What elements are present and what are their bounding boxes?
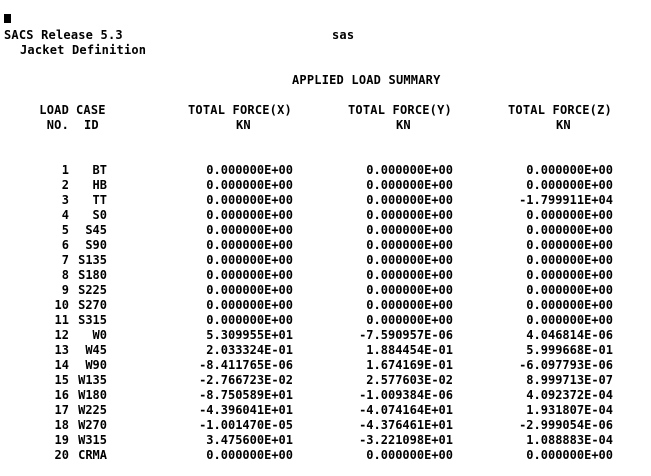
force-x-cell: 5.309955E+01 xyxy=(206,328,293,342)
col-header-fy: TOTAL FORCE(Y) xyxy=(348,103,452,117)
case-id-cell: S270 xyxy=(78,298,107,312)
force-z-cell: 8.999713E-07 xyxy=(526,373,613,387)
case-id-cell: W0 xyxy=(92,328,107,342)
case-id-cell: S90 xyxy=(85,238,107,252)
force-x-cell: 0.000000E+00 xyxy=(206,208,293,222)
load-number-cell: 2 xyxy=(61,178,69,192)
col-header-fy-unit: KN xyxy=(396,118,411,132)
case-id-cell: S0 xyxy=(92,208,107,222)
table-row xyxy=(0,313,651,328)
force-x-cell: 0.000000E+00 xyxy=(206,163,293,177)
case-id-cell: S45 xyxy=(85,223,107,237)
force-x-cell: 0.000000E+00 xyxy=(206,313,293,327)
force-z-cell: 4.092372E-04 xyxy=(526,388,613,402)
force-x-cell: 0.000000E+00 xyxy=(206,193,293,207)
force-y-cell: 0.000000E+00 xyxy=(366,448,453,462)
load-number-cell: 7 xyxy=(61,253,69,267)
case-id-cell: TT xyxy=(92,193,107,207)
table-row xyxy=(0,418,651,433)
force-y-cell: 1.674169E-01 xyxy=(366,358,453,372)
force-z-cell: 1.088883E-04 xyxy=(526,433,613,447)
report-title: APPLIED LOAD SUMMARY xyxy=(292,73,441,87)
force-y-cell: -4.376461E+01 xyxy=(359,418,453,432)
case-id-cell: W225 xyxy=(78,403,107,417)
force-y-cell: -7.590957E-06 xyxy=(359,328,453,342)
force-x-cell: 0.000000E+00 xyxy=(206,283,293,297)
force-y-cell: 2.577603E-02 xyxy=(366,373,453,387)
force-x-cell: 2.033324E-01 xyxy=(206,343,293,357)
load-number-cell: 12 xyxy=(54,328,69,342)
force-x-cell: -8.411765E-06 xyxy=(199,358,293,372)
table-row xyxy=(0,253,651,268)
force-y-cell: -1.009384E-06 xyxy=(359,388,453,402)
col-header-fz-unit: KN xyxy=(556,118,571,132)
force-z-cell: -6.097793E-06 xyxy=(519,358,613,372)
table-row xyxy=(0,373,651,388)
case-id-cell: S225 xyxy=(78,283,107,297)
load-number-cell: 18 xyxy=(54,418,69,432)
load-number-cell: 17 xyxy=(54,403,69,417)
force-z-cell: 4.046814E-06 xyxy=(526,328,613,342)
force-z-cell: 0.000000E+00 xyxy=(526,253,613,267)
force-z-cell: -2.999054E-06 xyxy=(519,418,613,432)
load-number-cell: 10 xyxy=(54,298,69,312)
force-x-cell: -2.766723E-02 xyxy=(199,373,293,387)
force-z-cell: 0.000000E+00 xyxy=(526,223,613,237)
force-y-cell: -4.074164E+01 xyxy=(359,403,453,417)
load-summary-rows xyxy=(0,163,651,463)
force-y-cell: 0.000000E+00 xyxy=(366,238,453,252)
col-header-id: ID xyxy=(84,118,99,132)
force-x-cell: -4.396041E+01 xyxy=(199,403,293,417)
force-z-cell: 0.000000E+00 xyxy=(526,163,613,177)
force-z-cell: 1.931807E-04 xyxy=(526,403,613,417)
force-x-cell: 0.000000E+00 xyxy=(206,268,293,282)
case-id-cell: W45 xyxy=(85,343,107,357)
force-z-cell: 0.000000E+00 xyxy=(526,313,613,327)
force-z-cell: -1.799911E+04 xyxy=(519,193,613,207)
load-number-cell: 15 xyxy=(54,373,69,387)
subtitle-label: Jacket Definition xyxy=(20,43,147,57)
case-id-cell: W270 xyxy=(78,418,107,432)
force-x-cell: 3.475600E+01 xyxy=(206,433,293,447)
force-x-cell: 0.000000E+00 xyxy=(206,223,293,237)
table-row xyxy=(0,388,651,403)
case-id-cell: HB xyxy=(92,178,107,192)
case-id-cell: W180 xyxy=(78,388,107,402)
force-y-cell: 1.884454E-01 xyxy=(366,343,453,357)
user-label: sas xyxy=(332,28,355,42)
table-row xyxy=(0,298,651,313)
col-header-fx-unit: KN xyxy=(236,118,251,132)
table-row xyxy=(0,238,651,253)
load-number-cell: 13 xyxy=(54,343,69,357)
load-number-cell: 8 xyxy=(61,268,69,282)
col-header-load: LOAD xyxy=(39,103,69,117)
load-number-cell: 4 xyxy=(61,208,69,222)
load-number-cell: 1 xyxy=(61,163,69,177)
load-number-cell: 14 xyxy=(54,358,69,372)
release-label: SACS Release 5.3 xyxy=(4,28,123,42)
load-number-cell: 5 xyxy=(61,223,69,237)
load-number-cell: 20 xyxy=(54,448,69,462)
table-row xyxy=(0,268,651,283)
force-x-cell: -1.001470E-05 xyxy=(199,418,293,432)
force-y-cell: 0.000000E+00 xyxy=(366,208,453,222)
table-row xyxy=(0,433,651,448)
table-row xyxy=(0,283,651,298)
force-y-cell: 0.000000E+00 xyxy=(366,313,453,327)
force-x-cell: 0.000000E+00 xyxy=(206,178,293,192)
force-y-cell: 0.000000E+00 xyxy=(366,268,453,282)
table-row xyxy=(0,328,651,343)
load-number-cell: 16 xyxy=(54,388,69,402)
force-x-cell: 0.000000E+00 xyxy=(206,448,293,462)
case-id-cell: W315 xyxy=(78,433,107,447)
force-y-cell: 0.000000E+00 xyxy=(366,298,453,312)
load-number-cell: 9 xyxy=(61,283,69,297)
table-row xyxy=(0,223,651,238)
force-z-cell: 0.000000E+00 xyxy=(526,238,613,252)
table-row xyxy=(0,448,651,463)
force-x-cell: 0.000000E+00 xyxy=(206,253,293,267)
table-row xyxy=(0,403,651,418)
col-header-no: NO. xyxy=(46,118,69,132)
force-y-cell: 0.000000E+00 xyxy=(366,163,453,177)
force-z-cell: 0.000000E+00 xyxy=(526,268,613,282)
case-id-cell: CRMA xyxy=(78,448,107,462)
col-header-fz: TOTAL FORCE(Z) xyxy=(508,103,612,117)
force-x-cell: -8.750589E+01 xyxy=(199,388,293,402)
force-x-cell: 0.000000E+00 xyxy=(206,298,293,312)
force-z-cell: 0.000000E+00 xyxy=(526,283,613,297)
force-y-cell: 0.000000E+00 xyxy=(366,223,453,237)
force-z-cell: 5.999668E-01 xyxy=(526,343,613,357)
force-y-cell: 0.000000E+00 xyxy=(366,283,453,297)
force-y-cell: -3.221098E+01 xyxy=(359,433,453,447)
table-row xyxy=(0,178,651,193)
force-z-cell: 0.000000E+00 xyxy=(526,178,613,192)
case-id-cell: W135 xyxy=(78,373,107,387)
table-row xyxy=(0,163,651,178)
force-y-cell: 0.000000E+00 xyxy=(366,193,453,207)
col-header-fx: TOTAL FORCE(X) xyxy=(188,103,292,117)
case-id-cell: S180 xyxy=(78,268,107,282)
load-number-cell: 11 xyxy=(54,313,69,327)
force-y-cell: 0.000000E+00 xyxy=(366,178,453,192)
load-number-cell: 6 xyxy=(61,238,69,252)
case-id-cell: BT xyxy=(92,163,107,177)
table-row xyxy=(0,193,651,208)
load-number-cell: 3 xyxy=(61,193,69,207)
terminal-cursor xyxy=(4,14,11,23)
force-z-cell: 0.000000E+00 xyxy=(526,298,613,312)
force-z-cell: 0.000000E+00 xyxy=(526,448,613,462)
force-y-cell: 0.000000E+00 xyxy=(366,253,453,267)
force-z-cell: 0.000000E+00 xyxy=(526,208,613,222)
force-x-cell: 0.000000E+00 xyxy=(206,238,293,252)
case-id-cell: W90 xyxy=(85,358,107,372)
case-id-cell: S135 xyxy=(78,253,107,267)
load-number-cell: 19 xyxy=(54,433,69,447)
case-id-cell: S315 xyxy=(78,313,107,327)
col-header-case: CASE xyxy=(76,103,106,117)
table-row xyxy=(0,358,651,373)
table-row xyxy=(0,343,651,358)
table-row xyxy=(0,208,651,223)
